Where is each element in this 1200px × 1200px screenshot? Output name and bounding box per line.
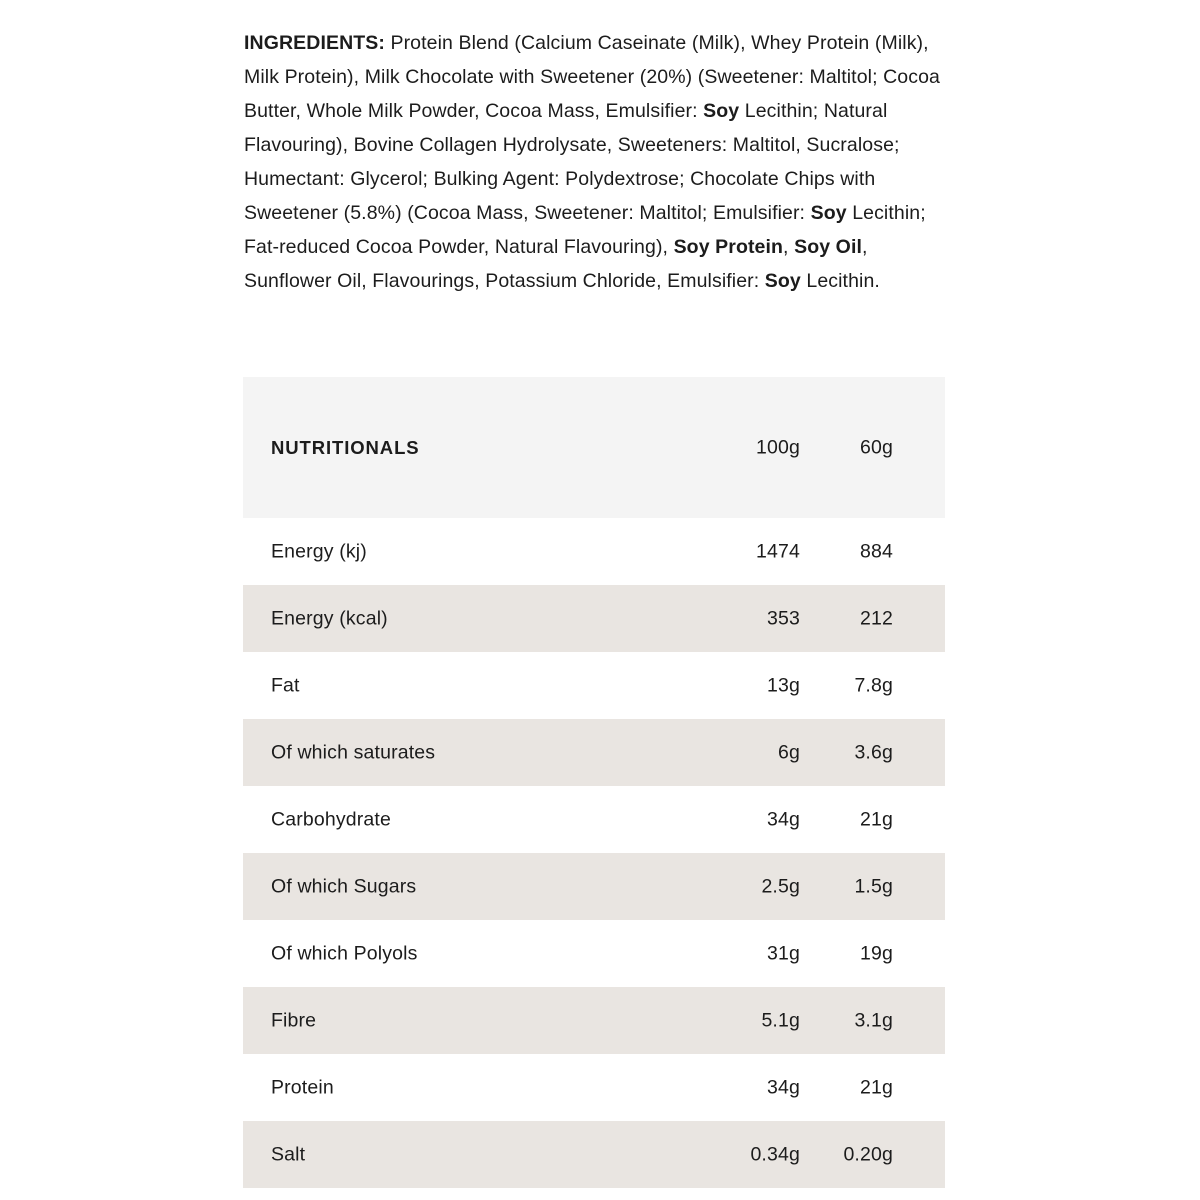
allergen-term: Soy [764, 269, 801, 292]
ingredients-text: Lecithin; Fat-reduced Cocoa Powder, Natural Flavouring), [244, 201, 926, 258]
row-value-100g: 31g [767, 942, 800, 964]
row-value-60g: 884 [860, 540, 893, 562]
column-header-60g: 60g [860, 436, 893, 458]
ingredients-text: , Sunflower Oil, Flavourings, Potassium Chloride, Emulsifier: [244, 235, 868, 292]
row-value-100g: 6g [778, 741, 800, 763]
row-value-60g: 0.20g [843, 1143, 893, 1165]
table-row [243, 853, 945, 920]
column-header-100g: 100g [756, 436, 800, 458]
row-label: Carbohydrate [271, 808, 391, 830]
table-row [243, 652, 945, 719]
row-label: Fat [271, 674, 300, 696]
row-value-60g: 3.1g [854, 1009, 893, 1031]
ingredients-paragraph [244, 26, 958, 298]
row-value-100g: 1474 [756, 540, 800, 562]
row-value-60g: 3.6g [854, 741, 893, 763]
table-row [243, 719, 945, 786]
ingredients-text: , [783, 235, 795, 258]
row-label: Protein [271, 1076, 334, 1098]
table-row [243, 518, 945, 585]
nutritionals-table [243, 377, 945, 1188]
ingredients-text: Protein Blend (Calcium Caseinate (Milk), Whey Protein (Milk), Milk Protein), Milk Chocolate with Sweetener (20%) (Sweetener: Maltitol; Cocoa Butter, Whole Milk Powder, Cocoa Mass, Emulsifier: [244, 31, 940, 122]
row-value-100g: 0.34g [750, 1143, 800, 1165]
row-label: Fibre [271, 1009, 317, 1031]
ingredients-text: Lecithin; Natural Flavouring), Bovine Collagen Hydrolysate, Sweeteners: Maltitol, Sucralose; Humectant: Glycerol; Bulking Agent: Polydextrose; Chocolate Chips with Sweetener (5.8%) (Cocoa Mass, Sweetener: Maltitol; Emulsifier: [244, 99, 900, 224]
row-value-100g: 13g [767, 674, 800, 696]
allergen-term: Soy Protein [673, 235, 784, 258]
row-value-60g: 19g [860, 942, 893, 964]
row-value-100g: 2.5g [761, 875, 800, 897]
row-label: Salt [271, 1143, 306, 1165]
allergen-term: Soy [703, 99, 740, 122]
row-value-100g: 34g [767, 808, 800, 830]
row-value-60g: 1.5g [854, 875, 893, 897]
ingredients-heading: INGREDIENTS: [244, 31, 385, 54]
row-label: Energy (kcal) [271, 607, 388, 629]
table-row [243, 920, 945, 987]
table-row [243, 987, 945, 1054]
table-row [243, 1054, 945, 1121]
nutritionals-title: NUTRITIONALS [271, 436, 420, 458]
row-value-60g: 212 [860, 607, 893, 629]
row-value-60g: 7.8g [854, 674, 893, 696]
row-value-60g: 21g [860, 808, 893, 830]
row-label: Energy (kj) [271, 540, 367, 562]
row-value-100g: 34g [767, 1076, 800, 1098]
table-row [243, 1121, 945, 1188]
allergen-term: Soy [810, 201, 847, 224]
row-label: Of which Polyols [271, 942, 418, 964]
row-value-100g: 5.1g [761, 1009, 800, 1031]
row-label: Of which Sugars [271, 875, 417, 897]
row-value-100g: 353 [767, 607, 800, 629]
table-row [243, 585, 945, 652]
table-row [243, 786, 945, 853]
row-value-60g: 21g [860, 1076, 893, 1098]
row-label: Of which saturates [271, 741, 436, 763]
table-header-row [243, 377, 945, 518]
ingredients-text: Lecithin. [800, 269, 880, 292]
allergen-term: Soy Oil [794, 235, 862, 258]
